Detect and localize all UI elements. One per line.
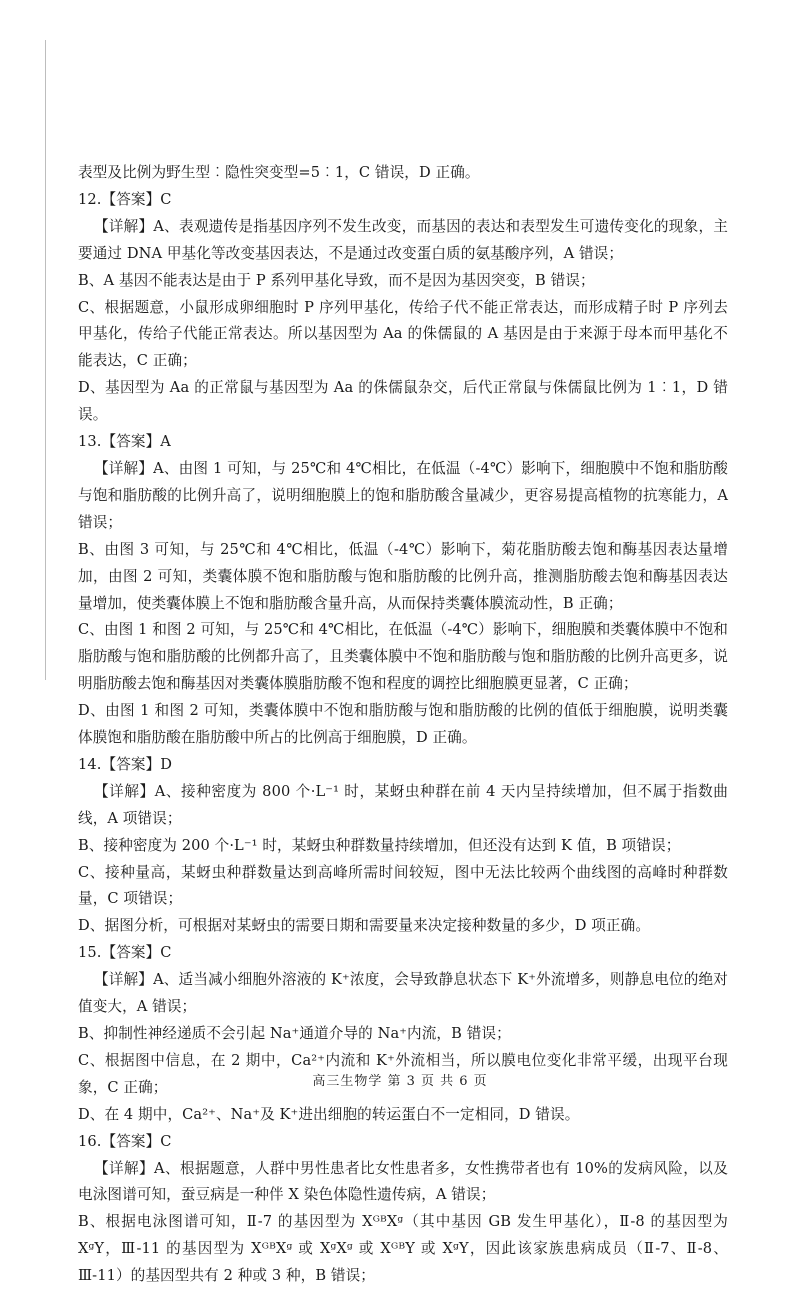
text-line: B、由图 3 可知，与 25℃和 4℃相比，低温（-4℃）影响下，菊花脂肪酸去饱和酶基因表达量增加，由图 2 可知，类囊体膜不饱和脂肪酸与饱和脂肪酸的比例升高，推测脂肪酸去饱和酶基因表达量增加，使类囊体膜上不饱和脂肪酸含量升高，从而保持类囊体膜流动性，B 正确； — [78, 540, 728, 612]
text-line: 【详解】A、表观遗传是指基因序列不发生改变，而基因的表达和表型发生可遗传变化的现象，主要通过 DNA 甲基化等改变基因表达，不是通过改变蛋白质的氨基酸序列，A 错误； — [78, 217, 728, 262]
text-line: C、根据图中信息，在 2 期中，Ca²⁺内流和 K⁺外流相当，所以膜电位变化非常平缓，出现平台现象，C 正确； — [78, 1051, 728, 1096]
text-line: 表型及比例为野生型︰隐性突变型=5︰1，C 错误，D 正确。 — [78, 164, 480, 181]
text-line: B、根据电泳图谱可知，Ⅱ-7 的基因型为 XᴳᴮXᵍ（其中基因 GB 发生甲基化），Ⅱ-8 的基因型为 XᵍY，Ⅲ-11 的基因型为 XᴳᴮXᵍ 或 XᵍXᵍ 或 XᴳᴮY 或 XᵍY，因此该家族患病成员（Ⅱ-7、Ⅱ-8、Ⅲ-11）的基因型共有 2 种或 3 种，B 错误； — [78, 1213, 728, 1285]
answer-heading-14: 14.【答案】D — [78, 755, 173, 773]
text-line: 【详解】A、接种密度为 800 个·L⁻¹ 时，某蚜虫种群在前 4 天内呈持续增加，但不属于指数曲线，A 项错误； — [78, 782, 728, 827]
text-line: C、由图 1 和图 2 可知，与 25℃和 4℃相比，在低温（-4℃）影响下，细胞膜和类囊体膜中不饱和脂肪酸与饱和脂肪酸的比例都升高了，且类囊体膜中不饱和脂肪酸与饱和脂肪酸的比例升高更多，说明脂肪酸去饱和酶基因对类囊体膜脂肪酸不饱和程度的调控比细胞膜更显著，C 正确； — [78, 621, 728, 693]
margin-rule — [45, 40, 46, 680]
text-line: D、基因型为 Aa 的正常鼠与基因型为 Aa 的侏儒鼠杂交，后代正常鼠与侏儒鼠比例为 1︰1，D 错误。 — [78, 379, 728, 424]
text-line: C、接种量高，某蚜虫种群数量达到高峰所需时间较短，图中无法比较两个曲线图的高峰时种群数量，C 项错误； — [78, 863, 728, 908]
answer-heading-16: 16.【答案】C — [78, 1132, 172, 1150]
text-line: 【详解】A、适当减小细胞外溶液的 K⁺浓度，会导致静息状态下 K⁺外流增多，则静息电位的绝对值变大，A 错误； — [78, 971, 728, 1016]
answer-heading-15: 15.【答案】C — [78, 944, 172, 962]
text-line: 【详解】A、根据题意，人群中男性患者比女性患者多，女性携带者也有 10%的发病风险，以及电泳图谱可知，蚕豆病是一种伴 X 染色体隐性遗传病，A 错误； — [78, 1159, 728, 1204]
text-line: B、接种密度为 200 个·L⁻¹ 时，某蚜虫种群数量持续增加，但还没有达到 K 值，B 项错误； — [78, 836, 681, 854]
page-footer: 高三生物学 第 3 页 共 6 页 — [312, 1074, 488, 1089]
text-line: B、抑制性神经递质不会引起 Na⁺通道介导的 Na⁺内流，B 错误； — [78, 1025, 511, 1042]
text-line: D、据图分析，可根据对某蚜虫的需要日期和需要量来决定接种数量的多少，D 项正确。 — [78, 917, 651, 935]
text-line: C、根据题意，小鼠形成卵细胞时 P 序列甲基化，传给子代不能正常表达，而形成精子时 P 序列去甲基化，传给子代能正常表达。所以基因型为 Aa 的侏儒鼠的 A 基因是由于来源于母本而甲基化不能表达，C 正确； — [78, 298, 728, 370]
document-body — [78, 160, 728, 1290]
text-line: D、由图 1 和图 2 可知，类囊体膜中不饱和脂肪酸与饱和脂肪酸的比例的值低于细胞膜，说明类囊体膜饱和脂肪酸在脂肪酸中所占的比例高于细胞膜，D 正确。 — [78, 702, 728, 747]
answer-heading-13: 13.【答案】A — [78, 433, 171, 451]
text-line: D、在 4 期中，Ca²⁺、Na⁺及 K⁺进出细胞的转运蛋白不一定相同，D 错误。 — [78, 1105, 580, 1123]
text-line: B、A 基因不能表达是由于 P 系列甲基化导致，而不是因为基因突变，B 错误； — [78, 271, 595, 289]
text-line: 【详解】A、由图 1 可知，与 25℃和 4℃相比，在低温（-4℃）影响下，细胞膜中不饱和脂肪酸与饱和脂肪酸的比例升高了，说明细胞膜上的饱和脂肪酸含量减少，更容易提高植物的抗寒能力，A 错误； — [78, 459, 728, 531]
answer-heading-12: 12.【答案】C — [78, 190, 172, 208]
